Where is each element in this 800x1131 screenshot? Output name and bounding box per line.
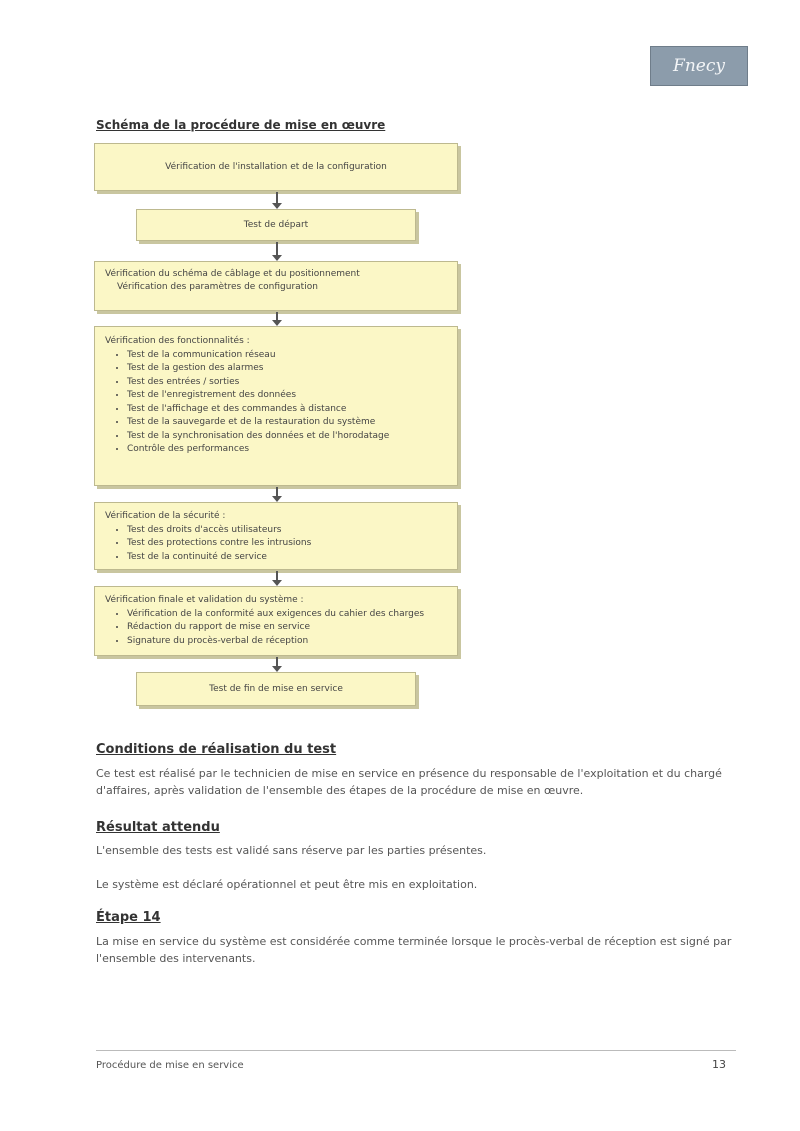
flow-step-installation-label: Vérification de l'installation et de la configuration [165, 162, 387, 172]
flow-step-end-test-label: Test de fin de mise en service [209, 684, 343, 694]
flow-arrow [276, 192, 278, 208]
flow-step-installation [94, 143, 458, 191]
list-item: • Test de la communication réseau [127, 349, 447, 363]
flowchart-title: Schéma de la procédure de mise en œuvre [96, 118, 386, 132]
list-item: • Test des protections contre les intrusions [127, 537, 447, 551]
footer-divider [96, 1050, 736, 1051]
list-item: • Test de l'enregistrement des données [127, 389, 447, 403]
list-item: • Test de la sauvegarde et de la restauration du système [127, 416, 447, 430]
logo-badge [650, 46, 748, 86]
section-paragraph: Ce test est réalisé par le technicien de mise en service en présence du responsable de l'exploitation et du chargé d'affaires, après validation de l'ensemble des étapes de la procédure de mise en œuvre. [96, 767, 722, 797]
flow-arrow [276, 571, 278, 585]
flow-step-end-test [136, 672, 416, 706]
flow-arrow [276, 242, 278, 260]
list-item: • Test de la synchronisation des données et de l'horodatage [127, 430, 447, 444]
flow-step-functionality-heading: Vérification des fonctionnalités : [105, 336, 250, 346]
list-item: • Test de l'affichage et des commandes à distance [127, 403, 447, 417]
flow-arrow [276, 487, 278, 501]
flow-arrow [276, 657, 278, 671]
list-item: • Contrôle des performances [127, 443, 447, 457]
list-item: • Vérification de la conformité aux exigences du cahier des charges [127, 608, 447, 622]
flow-step-wiring-line: Vérification du schéma de câblage et du positionnement [105, 269, 360, 279]
list-item: • Test de la gestion des alarmes [127, 362, 447, 376]
section-paragraph: L'ensemble des tests est validé sans réserve par les parties présentes. [96, 844, 487, 857]
flow-step-config-line: Vérification des paramètres de configuration [117, 282, 318, 292]
logo-text: Fnecy [673, 56, 725, 76]
section-title-step: Étape 14 [96, 910, 161, 925]
list-item: • Test de la continuité de service [127, 551, 447, 565]
list-item: • Test des entrées / sorties [127, 376, 447, 390]
section-paragraph: La mise en service du système est considérée comme terminée lorsque le procès-verbal de réception est signé par l'ensemble des intervenants. [96, 935, 732, 965]
section-title-expected-result: Résultat attendu [96, 820, 220, 835]
flow-step-start-test-label: Test de départ [243, 220, 309, 230]
flow-step-functionality-check [94, 326, 458, 486]
flow-step-final-validation [94, 586, 458, 656]
list-item: • Test des droits d'accès utilisateurs [127, 524, 447, 538]
flow-arrow [276, 312, 278, 325]
flow-step-start-test [136, 209, 416, 241]
flow-step-wiring-check [94, 261, 458, 311]
section-paragraph: Le système est déclaré opérationnel et peut être mis en exploitation. [96, 878, 478, 891]
page-number: 13 [712, 1058, 726, 1071]
list-item: • Rédaction du rapport de mise en service [127, 621, 447, 635]
list-item: • Signature du procès-verbal de réception [127, 635, 447, 649]
flow-step-security-heading: Vérification de la sécurité : [105, 511, 226, 521]
flow-step-security-check [94, 502, 458, 570]
flow-step-final-heading: Vérification finale et validation du système : [105, 595, 304, 605]
section-title-conditions: Conditions de réalisation du test [96, 742, 337, 757]
footer-document-title: Procédure de mise en service [96, 1060, 244, 1071]
